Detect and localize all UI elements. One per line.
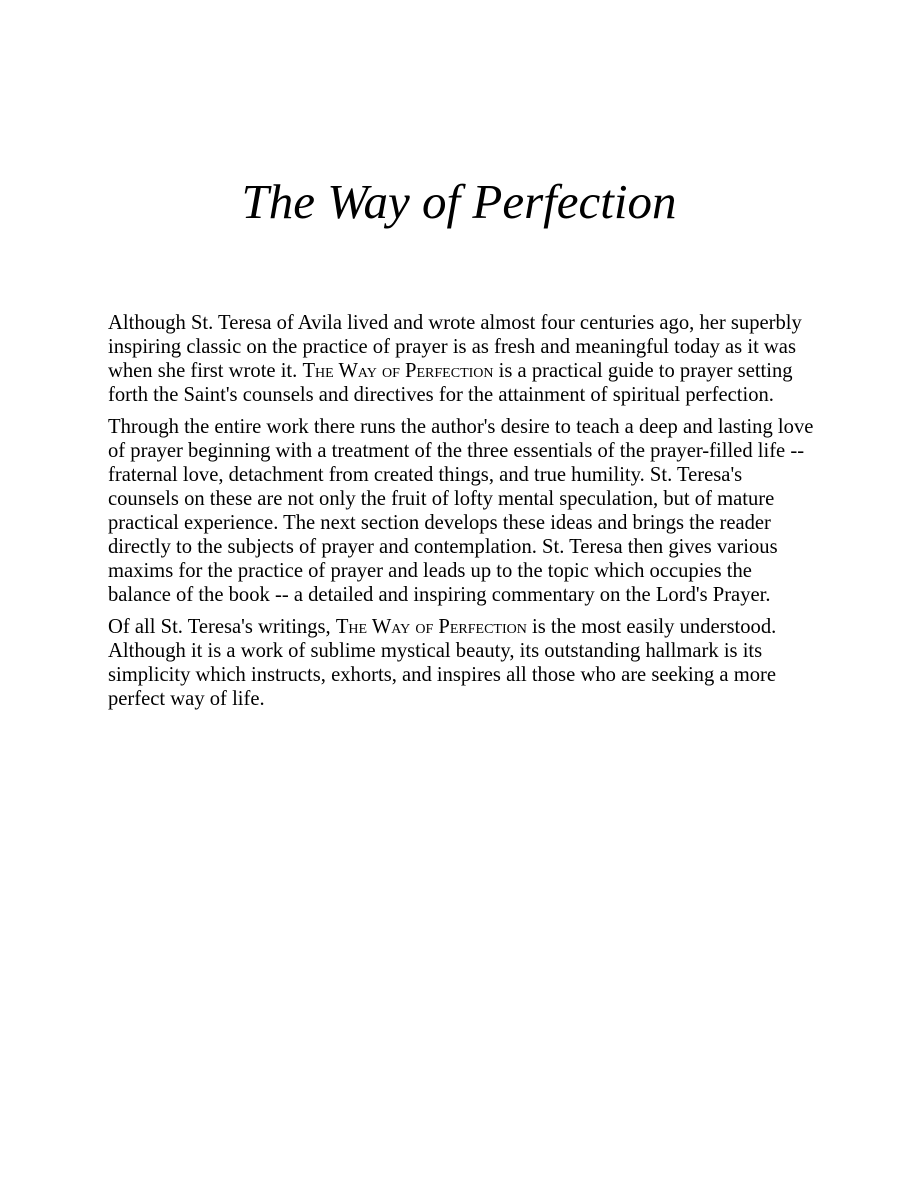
paragraph-1-book-title: The Way of Perfection [302, 360, 494, 382]
book-title: The Way of Perfection [241, 174, 677, 229]
paragraph-1-text-b: is a practical guide to prayer setting forth the Saint's counsels and directives for the attainment of spiritual perfection. [108, 360, 793, 406]
paragraph-2-text: Through the entire work there runs the author's desire to teach a deep and lasting love of prayer beginning with a treatment of the three essentials of the prayer-filled life -- fraternal love, detachment from created things, and true humility. St. Teresa's counsels on these are not only the fruit of lofty mental speculation, but of mature practical experience. The next section develops these ideas and brings the reader directly to the subjects of prayer and contemplation. St. Teresa then gives various maxims for the practice of prayer and leads up to the topic which occupies the balance of the book -- a detailed and inspiring commentary on the Lord's Prayer. [108, 416, 814, 606]
description-body [108, 311, 814, 719]
paragraph-1-text-a: Although St. Teresa of Avila lived and wrote almost four centuries ago, her superbly inspiring classic on the practice of prayer is as fresh and meaningful today as it was when she first wrote it. [108, 312, 802, 382]
paragraph-3 [108, 615, 814, 711]
paragraph-3-text-a: Of all St. Teresa's writings, [108, 616, 336, 638]
paragraph-3-text-b: is the most easily understood. Although it is a work of sublime mystical beauty, its outstanding hallmark is its simplicity which instructs, exhorts, and inspires all those who are seeking a more perfect way of life. [108, 616, 777, 710]
paragraph-1 [108, 311, 814, 407]
paragraph-3-book-title: The Way of Perfection [335, 616, 527, 638]
paragraph-2 [108, 415, 814, 607]
